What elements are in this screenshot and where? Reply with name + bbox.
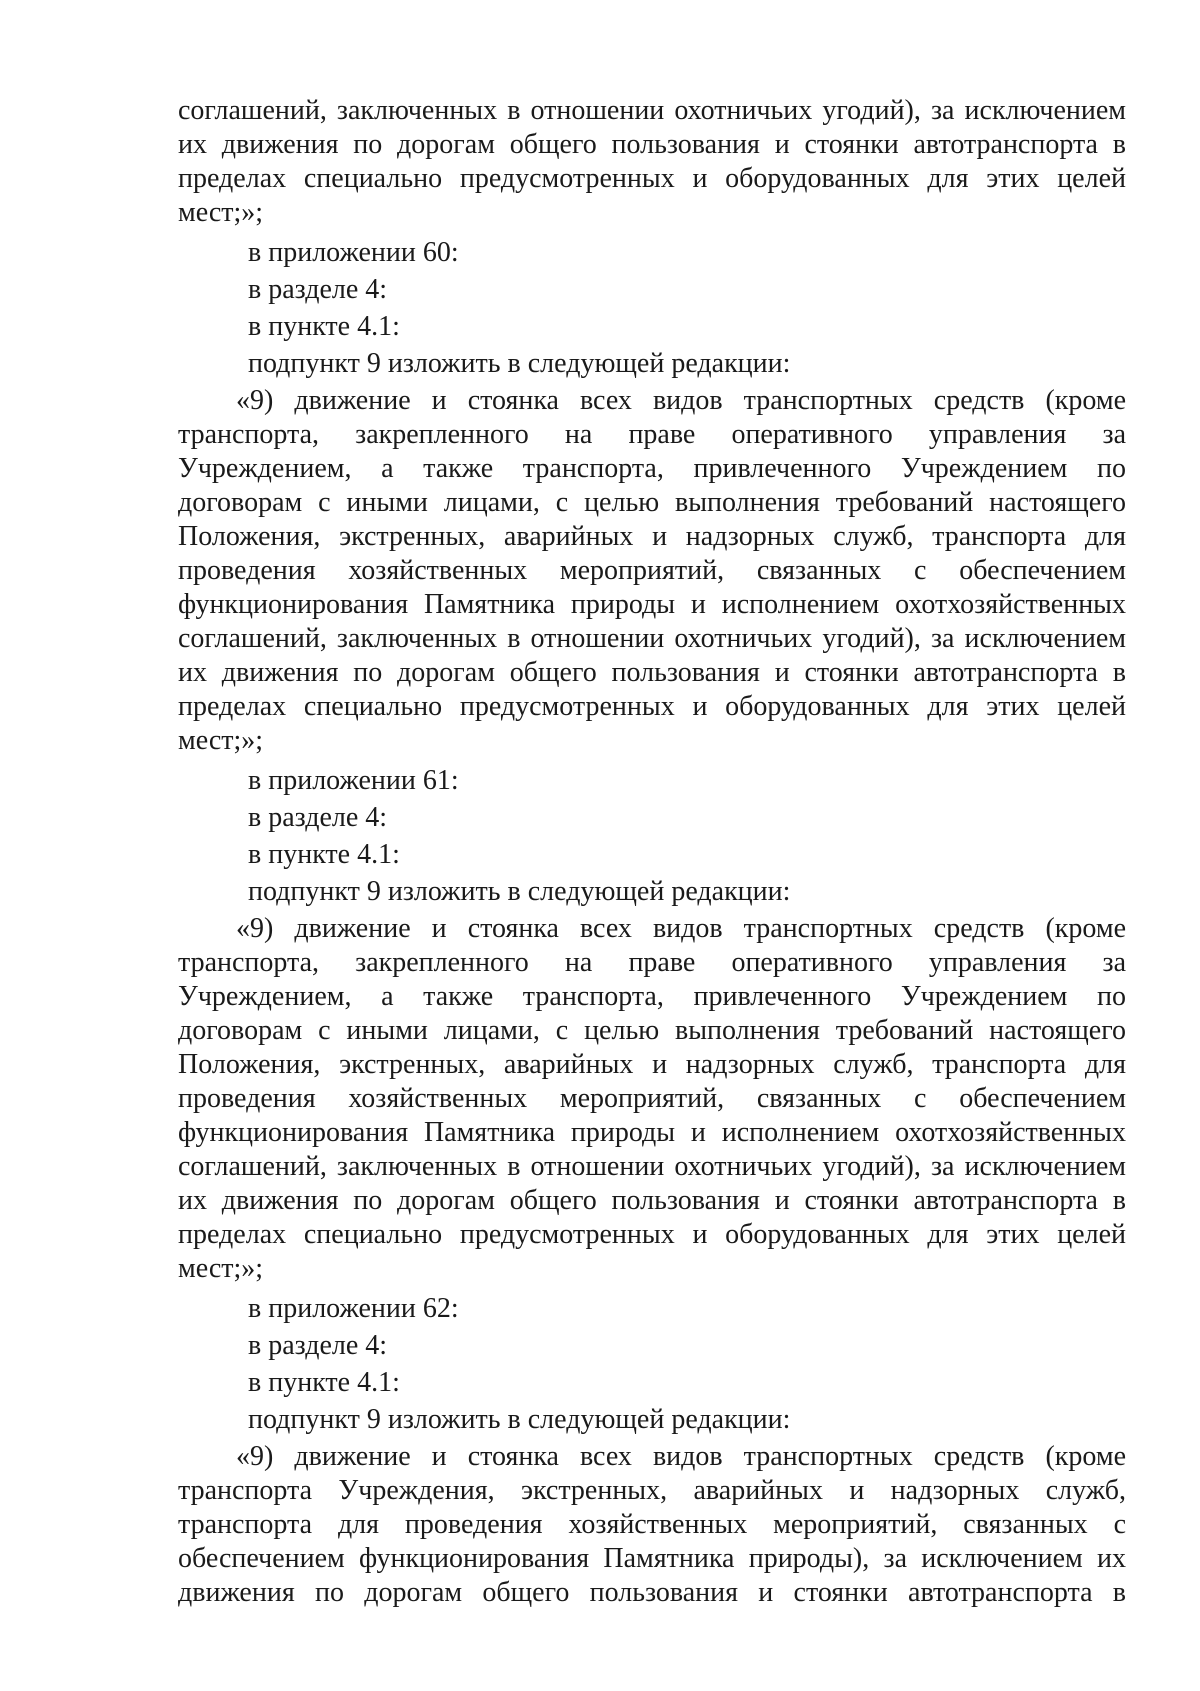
document-line: в разделе 4:: [248, 802, 388, 833]
document-line: подпункт 9 изложить в следующей редакции:: [248, 1404, 791, 1435]
document-line: подпункт 9 изложить в следующей редакции:: [248, 876, 791, 907]
document-line: мест;»;: [178, 1253, 264, 1284]
document-line: в пункте 4.1:: [248, 311, 400, 342]
document-line: в пункте 4.1:: [248, 1367, 400, 1398]
document-line: соглашений, заключенных в отношении охотничьих угодий), за исключением: [178, 1151, 1126, 1182]
document-line: транспорта, закрепленного на праве оперативного управления за: [178, 419, 1126, 450]
document-line: функционирования Памятника природы и исполнением охотхозяйственных: [178, 589, 1126, 620]
document-line: их движения по дорогам общего пользования и стоянки автотранспорта в: [178, 129, 1126, 160]
document-line: «9) движение и стоянка всех видов транспортных средств (кроме: [236, 385, 1126, 416]
document-line: «9) движение и стоянка всех видов транспортных средств (кроме: [236, 1441, 1126, 1472]
document-line: транспорта для проведения хозяйственных мероприятий, связанных с: [178, 1509, 1126, 1540]
document-line: в приложении 60:: [248, 237, 459, 268]
document-line: соглашений, заключенных в отношении охотничьих угодий), за исключением: [178, 623, 1126, 654]
document-line: проведения хозяйственных мероприятий, связанных с обеспечением: [178, 555, 1126, 586]
document-line: движения по дорогам общего пользования и стоянки автотранспорта в: [178, 1577, 1126, 1608]
document-line: пределах специально предусмотренных и оборудованных для этих целей: [178, 1219, 1126, 1250]
document-line: «9) движение и стоянка всех видов транспортных средств (кроме: [236, 913, 1126, 944]
document-line: их движения по дорогам общего пользования и стоянки автотранспорта в: [178, 657, 1126, 688]
document-line: в разделе 4:: [248, 1330, 388, 1361]
document-line: в пункте 4.1:: [248, 839, 400, 870]
document-line: пределах специально предусмотренных и оборудованных для этих целей: [178, 163, 1126, 194]
document-line: Положения, экстренных, аварийных и надзорных служб, транспорта для: [178, 1049, 1126, 1080]
document-line: Учреждением, а также транспорта, привлеченного Учреждением по: [178, 981, 1126, 1012]
document-line: договорам с иными лицами, с целью выполнения требований настоящего: [178, 1015, 1126, 1046]
document-line: соглашений, заключенных в отношении охотничьих угодий), за исключением: [178, 95, 1126, 126]
document-line: подпункт 9 изложить в следующей редакции:: [248, 348, 791, 379]
document-line: договорам с иными лицами, с целью выполнения требований настоящего: [178, 487, 1126, 518]
document-line: в приложении 61:: [248, 765, 459, 796]
document-line: пределах специально предусмотренных и оборудованных для этих целей: [178, 691, 1126, 722]
document-line: в разделе 4:: [248, 274, 388, 305]
document-line: транспорта Учреждения, экстренных, аварийных и надзорных служб,: [178, 1475, 1126, 1506]
document-line: в приложении 62:: [248, 1293, 459, 1324]
document-line: Учреждением, а также транспорта, привлеченного Учреждением по: [178, 453, 1126, 484]
document-line: функционирования Памятника природы и исполнением охотхозяйственных: [178, 1117, 1126, 1148]
document-line: мест;»;: [178, 725, 264, 756]
document-line: проведения хозяйственных мероприятий, связанных с обеспечением: [178, 1083, 1126, 1114]
document-line: мест;»;: [178, 197, 264, 228]
document-line: их движения по дорогам общего пользования и стоянки автотранспорта в: [178, 1185, 1126, 1216]
document-line: транспорта, закрепленного на праве оперативного управления за: [178, 947, 1126, 978]
document-line: Положения, экстренных, аварийных и надзорных служб, транспорта для: [178, 521, 1126, 552]
document-line: обеспечением функционирования Памятника природы), за исключением их: [178, 1543, 1126, 1574]
